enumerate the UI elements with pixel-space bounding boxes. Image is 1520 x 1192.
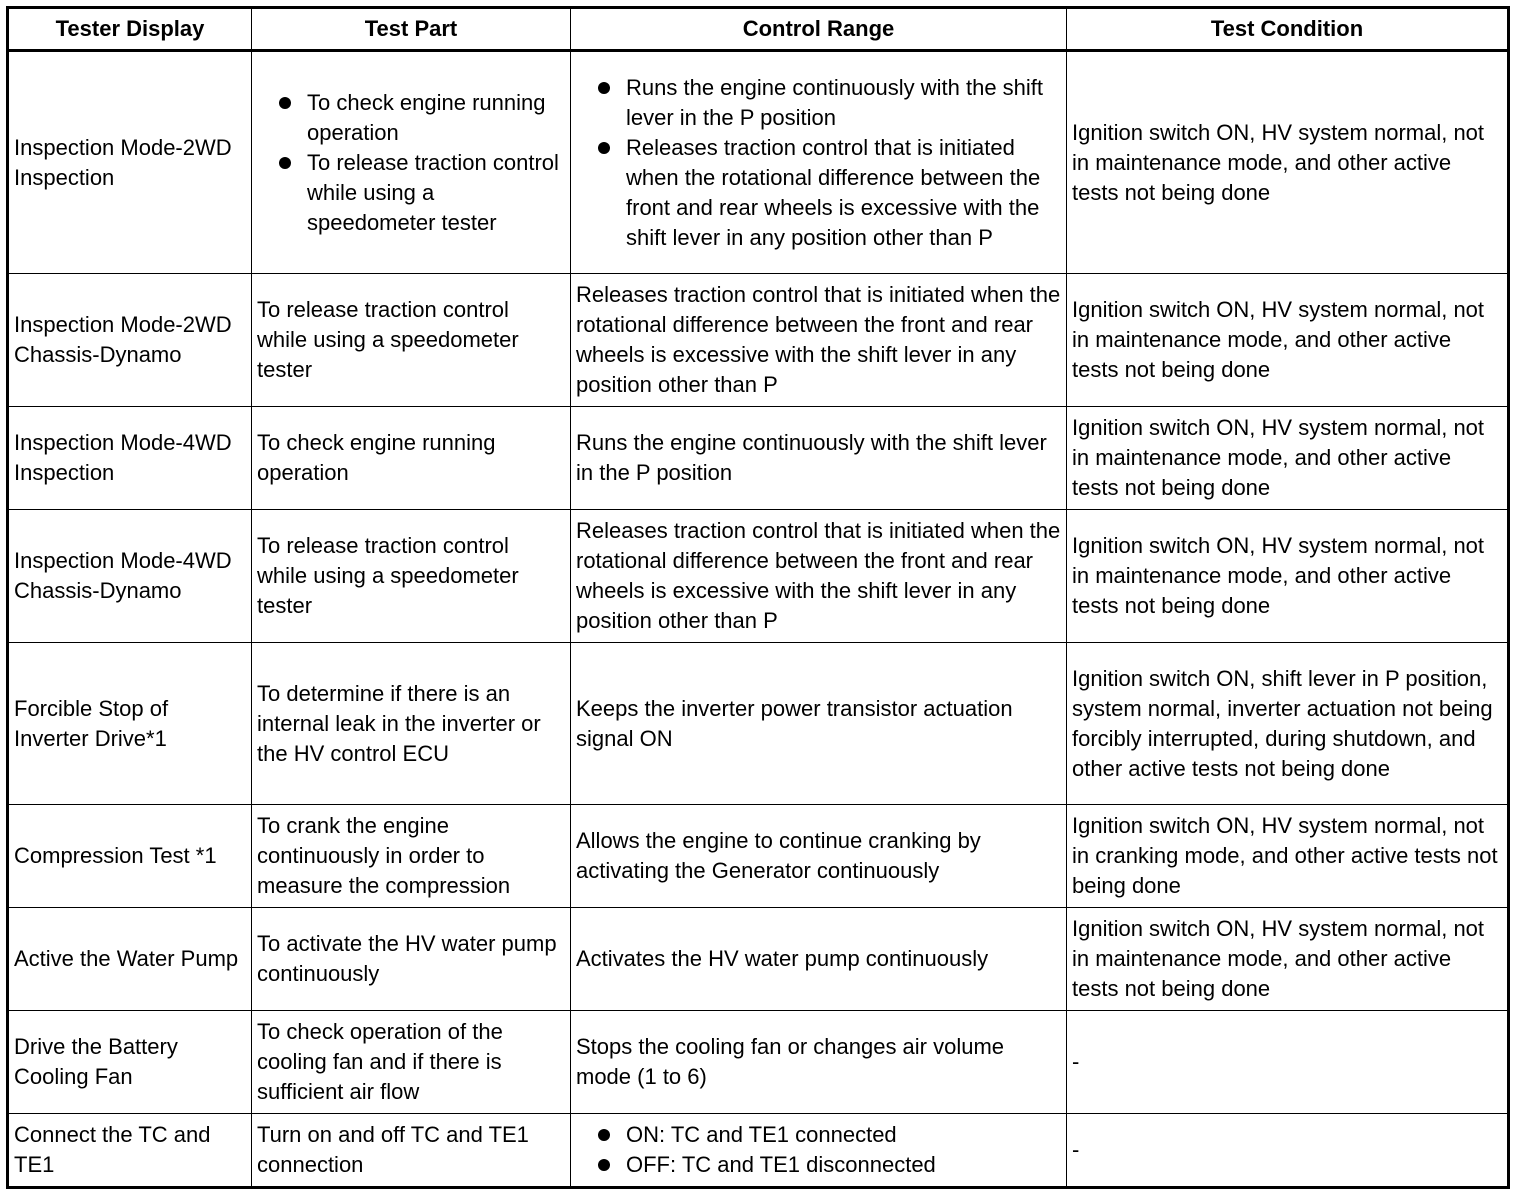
test-part-cell: To check engine running operation — [252, 407, 571, 510]
test-part-cell: Turn on and off TC and TE1 connection — [252, 1114, 571, 1188]
active-test-table — [6, 6, 1510, 1189]
tester-display-cell: Inspection Mode-4WD Chassis-Dynamo — [8, 510, 252, 643]
tester-display-cell: Drive the Battery Cooling Fan — [8, 1011, 252, 1114]
test-condition-cell: Ignition switch ON, HV system normal, not in maintenance mode, and other active tests not being done — [1067, 407, 1509, 510]
table-row — [8, 51, 1509, 274]
header-test-condition: Test Condition — [1067, 8, 1509, 51]
table-row — [8, 407, 1509, 510]
tester-display-cell: Inspection Mode-2WD Chassis-Dynamo — [8, 274, 252, 407]
bullet-list — [576, 1120, 1061, 1180]
test-part-cell: To check operation of the cooling fan and if there is sufficient air flow — [252, 1011, 571, 1114]
tester-display-cell: Connect the TC and TE1 — [8, 1114, 252, 1188]
list-item: Releases traction control that is initiated when the rotational difference between the front and rear wheels is excessive with the shift lever in any position other than P — [576, 133, 1061, 253]
control-range-cell — [571, 51, 1067, 274]
control-range-cell: Allows the engine to continue cranking by activating the Generator continuously — [571, 805, 1067, 908]
test-part-cell — [252, 51, 571, 274]
tester-display-cell: Active the Water Pump — [8, 908, 252, 1011]
test-condition-cell: Ignition switch ON, shift lever in P position, system normal, inverter actuation not being forcibly interrupted, during shutdown, and other active tests not being done — [1067, 643, 1509, 805]
tester-display-cell: Inspection Mode-2WD Inspection — [8, 51, 252, 274]
control-range-cell: Runs the engine continuously with the shift lever in the P position — [571, 407, 1067, 510]
list-item: To check engine running operation — [257, 88, 565, 148]
bullet-list — [576, 73, 1061, 253]
list-item: Runs the engine continuously with the shift lever in the P position — [576, 73, 1061, 133]
tester-display-cell: Compression Test *1 — [8, 805, 252, 908]
test-condition-cell: Ignition switch ON, HV system normal, not in cranking mode, and other active tests not being done — [1067, 805, 1509, 908]
list-item: OFF: TC and TE1 disconnected — [576, 1150, 1061, 1180]
control-range-cell: Activates the HV water pump continuously — [571, 908, 1067, 1011]
table-row — [8, 908, 1509, 1011]
table-row — [8, 805, 1509, 908]
control-range-cell: Stops the cooling fan or changes air volume mode (1 to 6) — [571, 1011, 1067, 1114]
header-tester-display: Tester Display — [8, 8, 252, 51]
test-part-cell: To release traction control while using a speedometer tester — [252, 274, 571, 407]
list-item: ON: TC and TE1 connected — [576, 1120, 1061, 1150]
test-condition-cell: Ignition switch ON, HV system normal, not in maintenance mode, and other active tests not being done — [1067, 908, 1509, 1011]
header-control-range: Control Range — [571, 8, 1067, 51]
bullet-list — [257, 88, 565, 238]
table-row — [8, 510, 1509, 643]
header-test-part: Test Part — [252, 8, 571, 51]
test-part-cell: To release traction control while using a speedometer tester — [252, 510, 571, 643]
test-condition-cell: Ignition switch ON, HV system normal, not in maintenance mode, and other active tests not being done — [1067, 510, 1509, 643]
table-row — [8, 643, 1509, 805]
list-item: To release traction control while using a speedometer tester — [257, 148, 565, 238]
test-condition-cell: Ignition switch ON, HV system normal, not in maintenance mode, and other active tests not being done — [1067, 51, 1509, 274]
test-part-cell: To determine if there is an internal leak in the inverter or the HV control ECU — [252, 643, 571, 805]
tester-display-cell: Forcible Stop of Inverter Drive*1 — [8, 643, 252, 805]
test-part-cell: To activate the HV water pump continuously — [252, 908, 571, 1011]
test-part-cell: To crank the engine continuously in order to measure the compression — [252, 805, 571, 908]
table-header-row — [8, 8, 1509, 51]
test-condition-cell: Ignition switch ON, HV system normal, not in maintenance mode, and other active tests not being done — [1067, 274, 1509, 407]
control-range-cell: Releases traction control that is initiated when the rotational difference between the front and rear wheels is excessive with the shift lever in any position other than P — [571, 510, 1067, 643]
control-range-cell: Releases traction control that is initiated when the rotational difference between the front and rear wheels is excessive with the shift lever in any position other than P — [571, 274, 1067, 407]
tester-display-cell: Inspection Mode-4WD Inspection — [8, 407, 252, 510]
control-range-cell — [571, 1114, 1067, 1188]
control-range-cell: Keeps the inverter power transistor actuation signal ON — [571, 643, 1067, 805]
table-row — [8, 1011, 1509, 1114]
test-condition-cell: - — [1067, 1011, 1509, 1114]
table-row — [8, 1114, 1509, 1188]
test-condition-cell: - — [1067, 1114, 1509, 1188]
table-row — [8, 274, 1509, 407]
